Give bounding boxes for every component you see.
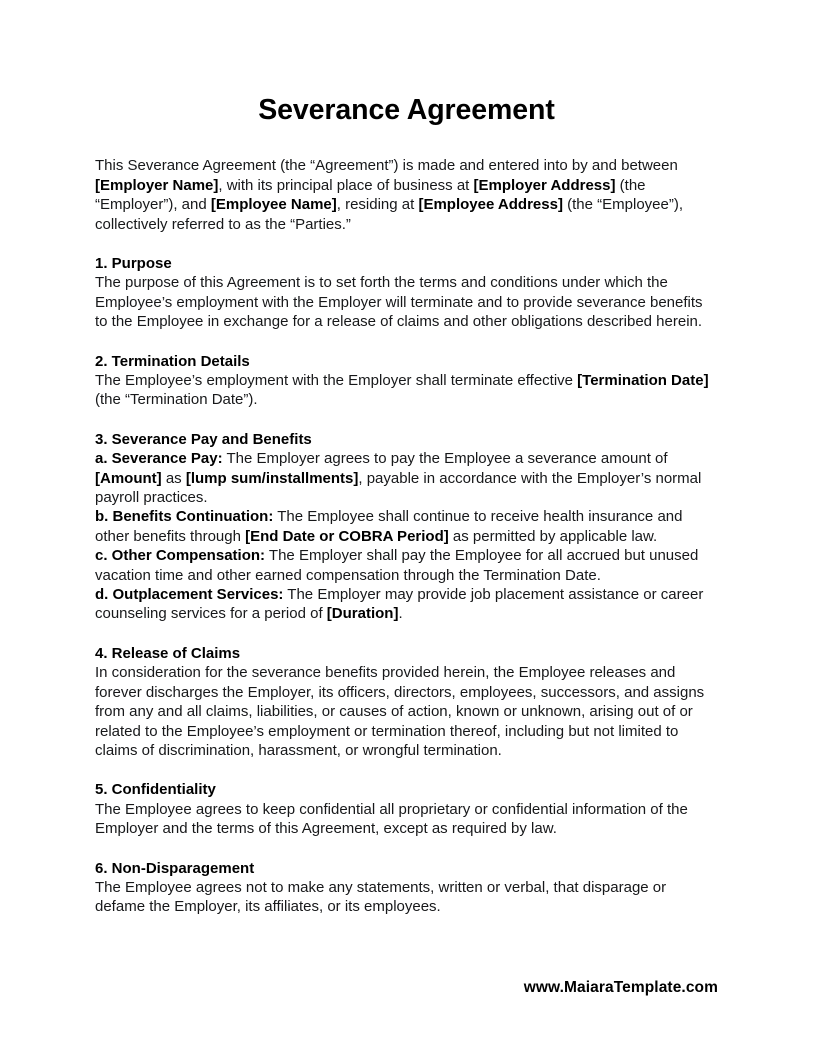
page-title: Severance Agreement — [258, 94, 555, 126]
section-heading: 6. Non-Disparagement — [95, 859, 255, 877]
section-subitem: a. Severance Pay: The Employer agrees to pay the Employee a severance amount of [Amount] as [lump sum/installments], payable in accordance with the Employer’s normal payroll practices. — [95, 450, 702, 507]
section-subitem: d. Outplacement Services: The Employer may provide job placement assistance or career counseling services for a period of [Duration]. — [95, 586, 704, 623]
document-content — [95, 0, 718, 917]
placeholder-field: b. Benefits Continuation: — [95, 508, 274, 526]
document-section — [95, 352, 718, 410]
section-heading: 5. Confidentiality — [95, 781, 216, 799]
placeholder-field: a. Severance Pay: — [95, 450, 223, 468]
section-heading: 4. Release of Claims — [95, 644, 241, 662]
placeholder-field: [Duration] — [326, 605, 399, 623]
section-paragraph: In consideration for the severance benefits provided herein, the Employee releases and forever discharges the Employer, its officers, directors, employees, successors, and assigns from any and all claims, liabilities, or causes of action, known or unknown, arising out of or related to the Employee’s employment or termination thereof, including but not limited to claims of discrimination, harassment, or wrongful termination. — [95, 664, 705, 759]
placeholder-field: [Employee Address] — [418, 196, 563, 214]
section-subitem: b. Benefits Continuation: The Employee shall continue to receive health insurance and other benefits through [End Date or COBRA Period] as permitted by applicable law. — [95, 508, 683, 545]
section-heading: 2. Termination Details — [95, 352, 250, 370]
document-section — [95, 859, 718, 917]
placeholder-field: [Termination Date] — [577, 372, 709, 389]
section-paragraph: The Employee agrees not to make any statements, written or verbal, that disparage or defame the Employer, its affiliates, or its employees. — [95, 878, 667, 916]
placeholder-field: [End Date or COBRA Period] — [245, 527, 449, 545]
document-section — [95, 254, 718, 332]
document-section — [95, 430, 718, 624]
intro-paragraph: This Severance Agreement (the “Agreement”) is made and entered into by and between [Employer Name], with its principal place of business at [Employer Address] (the “Employer”), and [Employee Name], residing at [Employee Address] (the “Employee”), collectively referred to as the “Parties.” — [95, 157, 684, 233]
document-section — [95, 780, 718, 838]
placeholder-field: c. Other Compensation: — [95, 547, 266, 565]
section-paragraph: The Employee agrees to keep confidential all proprietary or confidential information of the Employer and the terms of this Agreement, except as required by law. — [95, 800, 688, 838]
section-heading: 1. Purpose — [95, 254, 172, 272]
section-subitem: c. Other Compensation: The Employer shall pay the Employee for all accrued but unused vacation time and other earned compensation through the Termination Date. — [95, 547, 699, 584]
section-paragraph: The Employee’s employment with the Employer shall terminate effective [Termination Date] (the “Termination Date”). — [95, 372, 709, 409]
section-paragraph: The purpose of this Agreement is to set forth the terms and conditions under which the Employee’s employment with the Employer will terminate and to provide severance benefits to the Employee in exchange for a release of claims and other obligations described herein. — [95, 274, 703, 331]
document-section — [95, 644, 718, 760]
placeholder-field: [Employer Name] — [95, 176, 219, 194]
placeholder-field: [Amount] — [95, 469, 162, 487]
placeholder-field: [Employee Name] — [210, 196, 337, 214]
placeholder-field: [lump sum/installments] — [185, 469, 359, 487]
placeholder-field: [Employer Address] — [473, 176, 616, 194]
section-heading: 3. Severance Pay and Benefits — [95, 430, 312, 448]
sections-container — [95, 254, 718, 917]
footer-watermark: www.MaiaraTemplate.com — [523, 979, 718, 996]
placeholder-field: d. Outplacement Services: — [95, 586, 284, 604]
